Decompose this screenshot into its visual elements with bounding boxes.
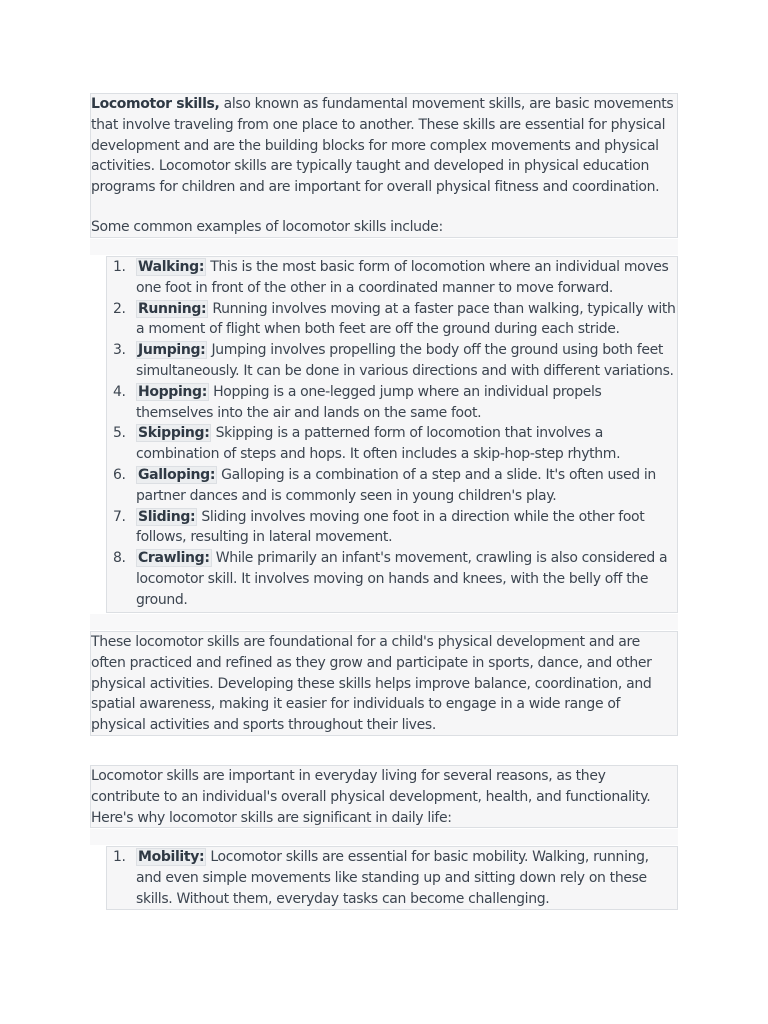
list-number: 3.: [113, 342, 126, 359]
list-item: [107, 548, 677, 610]
skill-term: Sliding:: [138, 508, 196, 525]
list-item: [107, 423, 677, 465]
skill-term: Crawling:: [138, 550, 210, 567]
importance-section: [90, 765, 678, 828]
skill-description: Jumping involves propelling the body off the ground using both feet simultaneously. It can be done in various directions and with different variations.: [136, 342, 674, 379]
skill-term: Running:: [138, 300, 207, 317]
examples-intro: Some common examples of locomotor skills include:: [91, 218, 443, 235]
intro-section: [90, 93, 678, 238]
reasons-list: [107, 847, 677, 909]
list-number: 1.: [113, 259, 126, 275]
intro-lead-term: Locomotor skills,: [91, 96, 220, 112]
skill-term: Jumping:: [138, 342, 206, 359]
skill-description: Sliding involves moving one foot in a direction while the other foot follows, resulting in lateral movement.: [136, 508, 645, 546]
skill-description: This is the most basic form of locomotion where an individual moves one foot in front of the other in a coordinated manner to move forward.: [136, 259, 669, 296]
foundational-section: [90, 631, 678, 736]
list-number: 7.: [113, 508, 126, 525]
list-number: 6.: [113, 466, 126, 483]
list-item: [107, 340, 677, 382]
divider: [90, 614, 678, 630]
list-number: 4.: [113, 383, 126, 400]
list-item: [107, 465, 677, 507]
reason-term: Mobility:: [138, 849, 205, 865]
list-number: 2.: [113, 300, 126, 317]
skill-description: Galloping is a combination of a step and a slide. It's often used in partner dances and is commonly seen in young children's play.: [136, 466, 656, 504]
skill-term: Hopping:: [138, 383, 207, 400]
skills-list-section: [106, 256, 678, 613]
divider: [90, 239, 678, 255]
list-number: 8.: [113, 550, 126, 567]
intro-paragraph: [91, 94, 677, 198]
list-item: [107, 382, 677, 424]
reasons-list-section: [106, 846, 678, 910]
skill-term: Skipping:: [138, 425, 210, 442]
skill-description: Skipping is a patterned form of locomotion that involves a combination of steps and hops. It often includes a skip-hop-step rhythm.: [136, 425, 621, 463]
list-number: 1.: [113, 849, 126, 865]
intro-text: also known as fundamental movement skills, are basic movements that involve traveling from one place to another. These skills are essential for physical development and are the building blocks for more complex movements and physical activities. Locomotor skills are typically taught and developed in physical education programs for children and are important for overall physical fitness and coordination.: [91, 96, 674, 196]
list-number: 5.: [113, 425, 126, 442]
skill-description: While primarily an infant's movement, crawling is also considered a locomotor skill. It involves moving on hands and knees, with the belly off the ground.: [136, 550, 668, 608]
reason-description: Locomotor skills are essential for basic mobility. Walking, running, and even simple movements like standing up and sitting down rely on these skills. Without them, everyday tasks can become challenging.: [136, 849, 649, 907]
skills-list: [107, 257, 677, 611]
list-item: [107, 847, 677, 909]
skill-term: Walking:: [138, 259, 205, 275]
skill-description: Running involves moving at a faster pace than walking, typically with a moment of flight when both feet are off the ground during each stride.: [136, 300, 676, 338]
list-item: [107, 257, 677, 299]
divider: [90, 829, 678, 845]
list-item: [107, 507, 677, 549]
skill-term: Galloping:: [138, 466, 216, 483]
foundational-paragraph: These locomotor skills are foundational for a child's physical development and are often practiced and refined as they grow and participate in sports, dance, and other physical activities. Developing these skills helps improve balance, coordination, and spatial awareness, making it easier for individuals to engage in a wide range of physical activities and sports throughout their lives.: [91, 634, 652, 734]
importance-paragraph: Locomotor skills are important in everyday living for several reasons, as they contribute to an individual's overall physical development, health, and functionality. Here's why locomotor skills are significant in daily life:: [91, 768, 651, 826]
list-item: [107, 299, 677, 341]
skill-description: Hopping is a one-legged jump where an individual propels themselves into the air and lands on the same foot.: [136, 383, 602, 421]
